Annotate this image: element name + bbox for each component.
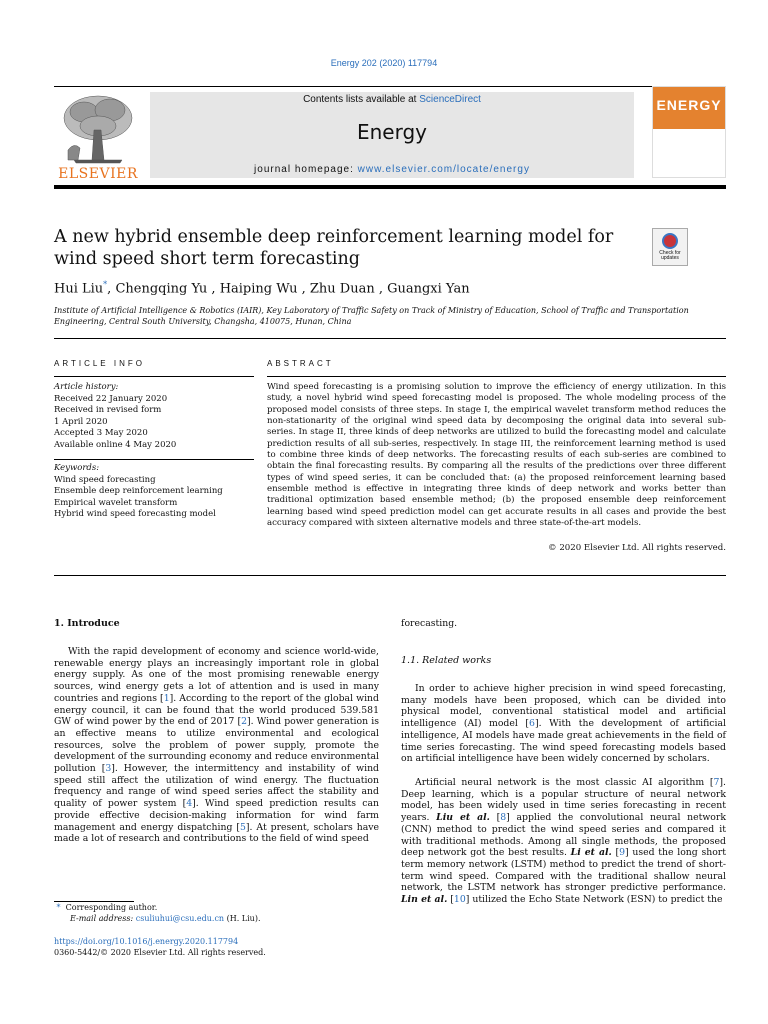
text-run: ]. However, the intermittency and instability of wind speed still affect the utilization of wind energy. The fluctuation frequency and range of wind speed series affect the stability and quality of power system [ <box>54 763 380 810</box>
text-run: ]. Wind speed prediction results can provide effective decision-making information for wind farm management and energy dispatching [ <box>54 798 379 833</box>
sciencedirect-link[interactable]: ScienceDirect <box>419 94 481 105</box>
history-item: Received in revised form <box>54 405 162 415</box>
reference-link[interactable]: 4 <box>186 798 193 810</box>
reference-link[interactable]: 2 <box>241 716 247 728</box>
related-works-paragraph <box>401 683 726 765</box>
contents-line <box>150 94 634 105</box>
divider <box>54 376 254 377</box>
cover-title: ENERGY <box>656 97 722 113</box>
author-citation: Li et al. <box>570 847 612 859</box>
text-run: Artificial neural network is the most classic AI algorithm [ <box>415 777 714 788</box>
author-name[interactable]: Guangxi Yan <box>387 281 470 297</box>
affiliation: Institute of Artificial Intelligence & Robotics (IAIR), Key Laboratory of Traffic Safety on Track of Ministry of Education, School of Traffic and Transportation Engineering, Central South University, Changsha, 410075, Hunan, China <box>54 306 689 326</box>
check-updates-icon <box>662 233 678 249</box>
doi-block <box>54 937 266 958</box>
header-rule <box>54 86 726 87</box>
divider <box>54 459 254 460</box>
reference-link[interactable]: 8 <box>500 812 507 824</box>
footnote-email-line <box>54 914 379 925</box>
homepage-line <box>150 164 634 175</box>
history-item: Accepted 3 May 2020 <box>54 428 148 438</box>
author-email-link[interactable]: csuliuhui@csu.edu.cn <box>135 913 225 923</box>
keyword-item: Wind speed forecasting <box>54 474 156 485</box>
author-name[interactable]: Chengqing Yu <box>115 281 208 297</box>
text-run: ] utilized the Echo State Network (ESN) to predict the <box>465 894 723 906</box>
footnote-email-label: E-mail address: <box>70 913 136 923</box>
corresponding-mark[interactable]: * <box>103 280 108 289</box>
text-run: ]. With the development of artificial intelligence, AI models have made great achievements in the field of time series forecasting. The wind speed forecasting models based on artificial intelligence have been widely concerned by scholars. <box>401 718 726 765</box>
footnote-corresponding <box>54 903 379 914</box>
article-history <box>54 382 254 451</box>
text-run: ]. Deep learning, which is a popular structure of neural network model, has been widely used in time series forecasting in recent years. <box>401 777 726 824</box>
author-name[interactable]: Zhu Duan <box>309 281 375 297</box>
check-for-updates-badge[interactable] <box>652 228 688 266</box>
author-citation: Liu et al. <box>436 812 490 824</box>
section-heading-introduction: 1. Introduce <box>54 618 120 629</box>
text-run: ]. Wind power generation is an effective means to utilize environmental and ecological resources, solve the problem of power supply, promote the development of the surrounding economy and reduce environmental pollution [ <box>54 716 379 775</box>
text-run: ] used the long short term memory network (LSTM) method to predict the trend of short-term wind speed. Compared with the traditional shallow neural network, the LSTM network has stronger predictive performance. <box>401 847 726 894</box>
keywords <box>54 463 254 521</box>
divider <box>267 376 726 377</box>
footnote-corresponding-text: Corresponding author. <box>65 903 158 912</box>
keywords-label: Keywords: <box>54 463 100 473</box>
homepage-prefix: journal homepage: <box>254 164 358 175</box>
divider <box>54 338 726 339</box>
related-works-paragraph <box>401 777 726 906</box>
keyword-item: Empirical wavelet transform <box>54 497 178 508</box>
abstract-heading: ABSTRACT <box>267 359 334 368</box>
header-thick-rule <box>54 185 726 189</box>
reference-link[interactable]: 1 <box>163 692 170 704</box>
doi-link[interactable]: https://doi.org/10.1016/j.energy.2020.117794 <box>54 937 239 946</box>
check-updates-label: Check for updates <box>659 250 681 261</box>
footnote-mark[interactable]: * <box>56 903 61 912</box>
text-run: ] applied the convolutional neural network (CNN) method to predict the wind speed series and compared it with traditional methods. Among all single methods, the proposed deep network got the best results. <box>401 812 726 859</box>
history-item: Available online 4 May 2020 <box>54 439 177 450</box>
text-run: ]. According to the report of the global wind energy council, it can be found that the world produced 539.581 GW of wind power by the end of 2017 [ <box>54 692 379 728</box>
issn-line: 0360-5442/© 2020 Elsevier Ltd. All rights reserved. <box>54 947 266 957</box>
author-name[interactable]: Haiping Wu <box>219 281 298 297</box>
keyword-item: Hybrid wind speed forecasting model <box>54 509 216 519</box>
elsevier-wordmark: ELSEVIER <box>58 166 138 182</box>
abstract-copyright: © 2020 Elsevier Ltd. All rights reserved. <box>548 543 726 553</box>
keyword-item: Ensemble deep reinforcement learning <box>54 486 223 496</box>
text-run: [ <box>611 847 620 859</box>
abstract-text: Wind speed forecasting is a promising solution to improve the efficiency of energy utilization. In this study, a novel hybrid wind speed forecasting model is proposed. The whole modeling process of the proposed model consists of three steps. In stage I, the empirical wavelet transform method reduces the non-stationarity of the original wind speed data by decomposing the original data into several sub-series. In stage II, three kinds of deep networks are utilized to build the forecasting model and calculate prediction results of all sub-series, respectively. In stage III, the reinforcement learning method is used to combine three kinds of deep networks. The forecasting results of each sub-series are combined to obtain the final forecasting results. By comparing all the results of the predictions over three different types of wind speed series, it can be concluded that: (a) the proposed reinforcement learning based ensemble method is effective in integrating three kinds of deep network and works better than traditional optimization based ensemble method; (b) the proposed ensemble deep reinforcement learning based wind speed prediction model can get accurate results in all cases and provide the best accuracy compared with sixteen alternative models and three state-of-the-art models. <box>267 382 726 529</box>
reference-link[interactable]: 10 <box>453 894 466 906</box>
reference-link[interactable]: 3 <box>105 763 112 775</box>
text-run: In order to achieve higher precision in wind speed forecasting, many models have been proposed, which can be divided into physical model, conventional statistical model and artificial intelligence (AI) model [ <box>401 683 726 730</box>
reference-link[interactable]: 6 <box>529 718 535 730</box>
divider <box>54 575 726 576</box>
journal-name: Energy <box>356 120 428 144</box>
history-item: 1 April 2020 <box>54 416 108 427</box>
article-title: A new hybrid ensemble deep reinforcement learning model for wind speed short term forecasting <box>54 227 614 269</box>
reference-link[interactable]: 5 <box>239 821 246 833</box>
reference-link[interactable]: 9 <box>619 847 626 859</box>
text-run: With the rapid development of economy and science world-wide, renewable energy plays an increasingly important role in global energy supply. As one of the most promising renewable energy sources, wind energy gets a lot of attention and is used in many countries and regions [ <box>54 646 379 704</box>
journal-citation[interactable]: Energy 202 (2020) 117794 <box>330 58 438 68</box>
author-name[interactable]: Hui Liu <box>54 281 104 297</box>
subsection-heading-related-works: 1.1. Related works <box>401 655 492 666</box>
footnote <box>54 903 379 924</box>
contents-prefix: Contents lists available at <box>303 94 420 105</box>
continuation-text: forecasting. <box>401 618 458 629</box>
text-run: [ <box>489 812 501 824</box>
history-label: Article history: <box>54 382 119 392</box>
journal-cover-thumbnail[interactable] <box>652 86 726 178</box>
text-run: ]. At present, scholars have made a lot of research and contributions to the field of wind speed <box>54 821 379 845</box>
footnote-rule <box>54 901 134 902</box>
reference-link[interactable]: 7 <box>713 777 720 788</box>
text-run: [ <box>447 894 454 906</box>
author-list: Hui Liu*, Chengqing Yu , Haiping Wu , Zhu Duan , Guangxi Yan <box>54 280 470 297</box>
introduction-paragraph <box>54 646 379 845</box>
journal-homepage-link[interactable]: www.elsevier.com/locate/energy <box>357 164 530 175</box>
footnote-email-suffix: (H. Liu). <box>224 913 261 923</box>
article-info-heading: ARTICLE INFO <box>54 359 145 368</box>
author-citation: Lin et al. <box>401 894 448 906</box>
history-item: Received 22 January 2020 <box>54 393 168 404</box>
